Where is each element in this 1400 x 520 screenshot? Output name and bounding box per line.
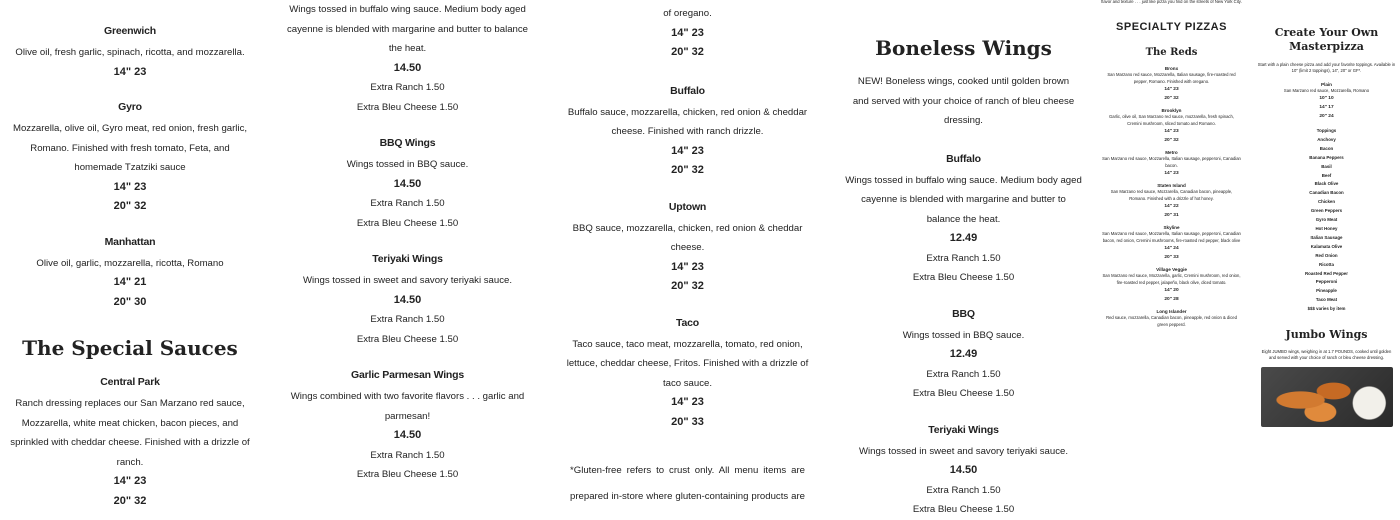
menu-item [565, 201, 810, 297]
item-price: 20" 32 [113, 200, 147, 212]
wings-photo [1261, 367, 1393, 427]
topping-item: Pepperoni [1315, 279, 1338, 285]
item-price: 20" 33 [671, 415, 704, 428]
extra-option: Extra Ranch 1.50 [370, 82, 445, 93]
menu-item [285, 0, 530, 117]
item-description: Wings tossed in BBQ sauce. [346, 159, 469, 170]
topping-item: Bacon [1319, 145, 1334, 151]
menu-item-continued [565, 4, 810, 63]
item-description: Mozzarella, olive oil, Gyro meat, red onion, fresh garlic, Romano. Finished with fresh tomato, Feta, and homemade Tzatziki sauce [12, 123, 248, 173]
item-description: of oregano. [663, 8, 712, 19]
item-description: Garlic, olive oil, San Marzano red sauce, mozzarella, fresh spinach, Cremini mushroom, sliced tomato and Romano. [1109, 114, 1234, 126]
item-description: Wings tossed in sweet and savory teriyaki sauce. [302, 275, 513, 286]
item-name: Teriyaki Wings [372, 253, 443, 265]
item-description: Taco sauce, taco meat, mozzarella, tomato, red onion, lettuce, cheddar cheese, Fritos. Finished with a drizzle of taco sauce. [566, 338, 809, 389]
item-name: Taco [676, 316, 699, 329]
extra-option: Extra Bleu Cheese 1.50 [912, 388, 1015, 399]
topping-item: Chicken [1317, 199, 1336, 205]
menu-item [845, 308, 1082, 404]
extra-option: Extra Ranch 1.50 [926, 484, 1001, 496]
extra-option: Extra Bleu Cheese 1.50 [356, 333, 459, 345]
toppings-list [1253, 136, 1400, 314]
topping-item: Banana Peppers [1309, 154, 1344, 160]
item-name: BBQ Wings [379, 137, 436, 149]
topping-item: Kalamata Olive [1310, 243, 1343, 249]
extra-option: Extra Bleu Cheese 1.50 [356, 469, 459, 480]
topping-item: Ricotta [1319, 261, 1334, 267]
item-price: 14.50 [949, 464, 978, 476]
item-price: 14" 22 [1164, 204, 1179, 209]
item-description: Wings combined with two favorite flavors . . . garlic and parmesan! [290, 391, 525, 422]
item-price: 14" 17 [1319, 105, 1334, 110]
item-description: San Marzano red sauce, Mozzarella, Italian sausage, fire-roasted red pepper, Romano. Finished with oregano. [1107, 72, 1236, 84]
item-price: 14" 23 [113, 475, 147, 487]
topping-item: Red Onion [1315, 252, 1338, 258]
menu-item [1098, 108, 1245, 145]
item-description: Wings tossed in buffalo wing sauce. Medium body aged cayenne is blended with margarine and butter to balance the heat. [845, 174, 1082, 225]
item-price: 14.50 [393, 429, 422, 441]
topping-item: Gyro Meat [1315, 217, 1338, 223]
item-description: Wings tossed in buffalo wing sauce. Medium body aged cayenne is blended with margarine and butter to balance the heat. [286, 4, 529, 54]
menu-item [285, 253, 530, 349]
item-name: Greenwich [104, 25, 156, 37]
item-price: 14" 23 [113, 65, 147, 78]
item-description: Buffalo sauce, mozzarella, chicken, red onion & cheddar cheese. Finished with ranch drizzle. [567, 106, 808, 137]
item-name: Gyro [118, 101, 142, 113]
topping-item: Black Olive [1314, 181, 1339, 187]
item-name: Long Islander [1156, 309, 1187, 314]
item-price: 20" 32 [1164, 96, 1179, 101]
item-name: Metro [1165, 150, 1178, 155]
menu-item [285, 369, 530, 485]
item-price: 14" 24 [1164, 246, 1179, 251]
extra-option: Extra Ranch 1.50 [370, 449, 445, 461]
item-price: 14" 23 [671, 144, 704, 157]
extra-option: Extra Ranch 1.50 [926, 252, 1001, 264]
section-title: The Special Sauces [22, 336, 238, 360]
menu-item [1098, 225, 1245, 262]
item-name: Uptown [668, 200, 707, 213]
menu-column-1 [0, 0, 260, 507]
topping-item: Hot Honey [1315, 225, 1338, 231]
item-price: 12.49 [949, 348, 978, 360]
extra-option: Extra Ranch 1.50 [370, 314, 445, 325]
item-price: 20" 32 [671, 164, 704, 176]
extra-option: Extra Bleu Cheese 1.50 [356, 101, 459, 113]
section-intro: Start with a plain cheese pizza and add your favorite toppings. Available in 10" (limit 2 toppings), 14", 20" or GF*. [1257, 62, 1396, 73]
item-name: Central Park [100, 376, 160, 388]
topping-item: Pineapple [1316, 288, 1337, 294]
item-price: 20" 32 [1164, 138, 1179, 143]
item-price: 14" 23 [1164, 129, 1179, 134]
menu-column-3 [565, 0, 810, 500]
item-description: Olive oil, garlic, mozzarella, ricotta, Romano [36, 257, 224, 269]
item-price: 20" 32 [671, 46, 704, 58]
item-price: 14.50 [393, 177, 422, 190]
item-description: Wings tossed in sweet and savory teriyaki sauce. [858, 445, 1069, 457]
item-name: BBQ [952, 307, 975, 320]
item-name: Bronx [1164, 66, 1179, 71]
topping-item: $$$ varies by item [1307, 306, 1346, 312]
extra-option: Extra Bleu Cheese 1.50 [356, 217, 459, 229]
item-price: 14" 23 [113, 180, 147, 193]
item-price: 20" 33 [1164, 255, 1179, 260]
item-price: 12.49 [949, 232, 978, 244]
item-description: Ranch dressing replaces our San Marzano red sauce, Mozzarella, white meat chicken, bacon pieces, and sprinkled with cheddar cheese. Finished with a drizzle of ranch. [10, 398, 250, 468]
menu-item [285, 137, 530, 233]
item-name: Brooklyn [1161, 108, 1182, 113]
extra-option: Extra Ranch 1.50 [370, 198, 445, 209]
jumbo-wings-title: Jumbo Wings [1285, 328, 1368, 342]
extra-option: Extra Bleu Cheese 1.50 [912, 272, 1015, 283]
extra-option: Extra Ranch 1.50 [926, 368, 1001, 380]
item-description: San Marzano red sauce, Mozzarella, Italian sausage, pepperoni, Canadian bacon. [1102, 156, 1241, 168]
item-price: 14" 23 [671, 396, 704, 408]
item-price: 14" 21 [113, 276, 147, 288]
menu-item [0, 376, 260, 511]
item-name: Staten Island [1157, 183, 1186, 188]
toppings-title: Toppings [1316, 128, 1337, 133]
topping-item: Basil [1321, 163, 1332, 169]
item-name: Teriyaki Wings [928, 423, 999, 436]
menu-item [1098, 66, 1245, 103]
menu-column-5 [1098, 0, 1245, 500]
item-price: 20" 32 [671, 280, 704, 292]
item-price: 10" 10 [1319, 96, 1334, 101]
topping-item: Taco Meat [1315, 297, 1338, 303]
menu-item [1098, 309, 1245, 328]
item-description: San Marzano red sauce, Mozzarella, garlic, Cremini mushroom, red onion, fire-roasted red pepper, jalapeño, black olive, diced tomato. [1102, 273, 1241, 285]
jumbo-wings-description: Eight JUMBO wings, weighing in at 1.7 POUNDS, cooked until golden and served with your choice of ranch or bleu cheese dressing. [1261, 349, 1392, 361]
item-price: 20" 28 [1164, 297, 1179, 302]
intro-text: flavor and texture . . . just like pizza you find on the streets of New York City. [1101, 0, 1242, 4]
menu-item [845, 153, 1082, 288]
topping-item: Green Peppers [1310, 208, 1343, 214]
item-price: 14" 23 [671, 26, 704, 39]
menu-item [565, 317, 810, 433]
item-price: 14" 20 [1164, 288, 1179, 293]
item-description: San Marzano red sauce, Mozzarella, Italian sausage, pepperoni, Canadian bacon, red onion, Cremini mushrooms, fire-roasted red pepper, black olive [1102, 231, 1241, 243]
menu-item [1253, 82, 1400, 121]
menu-item [1098, 183, 1245, 220]
section-subtitle: The Reds [1145, 47, 1198, 58]
item-price: 20" 31 [1164, 213, 1179, 218]
topping-item: Beef [1321, 172, 1332, 178]
menu-item [845, 424, 1082, 520]
menu-item [565, 85, 810, 181]
menu-item [0, 101, 260, 217]
menu-item [1098, 267, 1245, 304]
section-title: Boneless Wings [875, 36, 1052, 60]
section-intro: NEW! Boneless wings, cooked until golden brown and served with your choice of ranch of bleu cheese dressing. [852, 76, 1075, 126]
item-name: Village Veggie [1156, 267, 1187, 272]
menu-item [0, 25, 260, 82]
item-price: 14" 23 [1164, 87, 1179, 92]
item-description: BBQ sauce, mozzarella, chicken, red onion & cheddar cheese. [572, 222, 803, 253]
item-price: 14" 23 [671, 260, 704, 273]
menu-item [1098, 150, 1245, 178]
item-price: 14.50 [393, 293, 422, 306]
item-price: 14" 23 [1164, 171, 1179, 176]
topping-item: Italian Sausage [1310, 234, 1343, 240]
menu-column-4 [845, 0, 1082, 515]
item-price: 20" 24 [1319, 114, 1334, 119]
topping-item: Anchovy [1317, 136, 1336, 142]
gluten-free-note: *Gluten-free refers to crust only. All menu items are prepared in-store where gluten-containing products are [570, 465, 805, 502]
item-description: Red sauce, mozzarella, Canadian bacon, pineapple, red onion & diced green pepperd. [1106, 315, 1237, 327]
topping-item: Canadian Bacon [1309, 190, 1344, 196]
item-name: Manhattan [104, 235, 156, 248]
item-price: 14.50 [393, 61, 422, 74]
topping-item: Roasted Red Pepper [1305, 270, 1348, 276]
item-description: San Marzano red sauce, Mozzarella, Canadian bacon, pineapple, Romano. Finished with a drizzle of hot honey. [1110, 189, 1233, 201]
section-title: Create Your Own Masterpizza [1274, 26, 1379, 53]
item-name: Buffalo [946, 152, 981, 165]
menu-item [0, 236, 260, 313]
extra-option: Extra Bleu Cheese 1.50 [912, 504, 1015, 515]
item-price: 20" 30 [113, 295, 147, 308]
item-name: Buffalo [670, 84, 705, 97]
section-title: SPECIALTY PIZZAS [1116, 21, 1227, 33]
menu-column-2 [285, 0, 530, 500]
item-name: Skyline [1163, 225, 1180, 230]
item-description: Wings tossed in BBQ sauce. [902, 329, 1025, 341]
item-description: San Marzano red sauce, Mozzarella, Romano [1283, 88, 1370, 93]
item-price: 20" 32 [113, 494, 147, 507]
item-name: Garlic Parmesan Wings [350, 369, 464, 381]
item-name: Plain [1321, 82, 1332, 87]
item-description: Olive oil, fresh garlic, spinach, ricotta, and mozzarella. [15, 47, 245, 58]
menu-column-6 [1253, 0, 1400, 500]
